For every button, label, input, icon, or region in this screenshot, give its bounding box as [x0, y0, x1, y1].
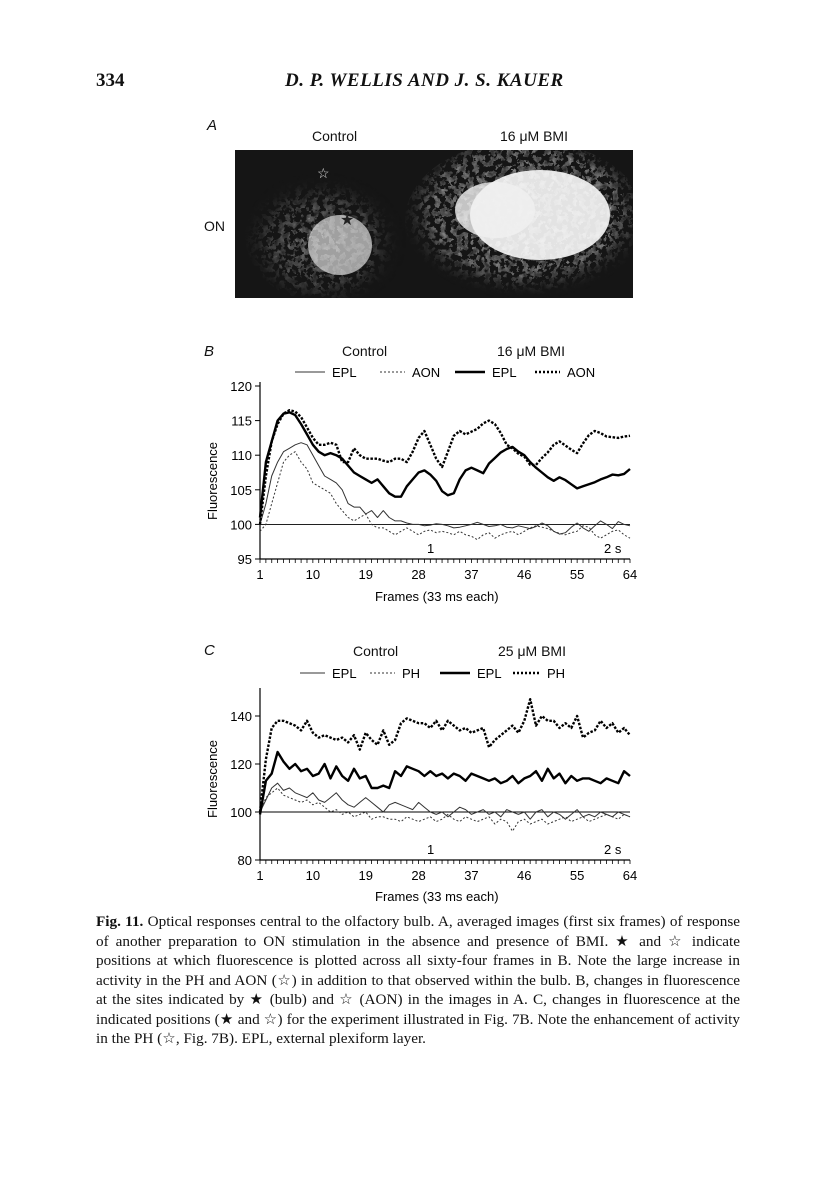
panel-b-x-tick-label: 10	[305, 567, 321, 582]
panel-b-legend-control-aon: AON	[412, 365, 441, 380]
page-number: 334	[96, 70, 125, 91]
panel-b-x-tick-label: 46	[517, 567, 532, 582]
panel-b-x-tick-label: 37	[464, 567, 479, 582]
panel-b-ylabel: Fluorescence	[205, 441, 220, 520]
panel-c-y-tick-label: 80	[237, 853, 252, 868]
panel-b-xlabel: Frames (33 ms each)	[375, 589, 499, 604]
panel-c-xlabel: Frames (33 ms each)	[375, 889, 499, 904]
panel-c-legend-bmi-epl: EPL	[477, 666, 502, 681]
panel-b-x-tick-label: 1	[256, 567, 264, 582]
panel-c-series-3	[260, 699, 630, 812]
panel-c-x-tick-label: 37	[464, 868, 479, 883]
panel-a-label: A	[207, 117, 218, 134]
panel-b-series-0	[260, 443, 630, 534]
panel-c-y-tick-label: 140	[230, 709, 252, 724]
caption-text: Optical responses central to the olfactory bulb. A, averaged images (first six frames) of response of another preparation to ON stimulation in the absence and presence of BMI. ★ and ☆ indicate positions at which fluorescence is plotted across all sixty-four frames in B. Note the large increase in activity in the PH and AON (☆) in addition to that observed within the bulb. B, changes in fluorescence at the sites indicated by ★ (bulb) and ☆ (AON) in the images in A. C, changes in fluorescence at the indicated positions (★ and ☆) for the experiment illustrated in Fig. 7B. Note the enhancement of activity in the PH (☆, Fig. 7B). EPL, external plexiform layer.	[96, 913, 740, 1047]
panel-c-label: C	[204, 642, 215, 659]
panel-b-label: B	[204, 343, 215, 360]
panel-b-y-tick-label: 115	[231, 413, 252, 429]
panel-b-series-1	[260, 452, 630, 540]
panel-c-ylabel: Fluorescence	[205, 739, 220, 818]
panel-b-x-tick-label: 19	[358, 567, 373, 582]
panel-c-chart	[200, 660, 660, 910]
panel-c-legend-control-ph: PH	[402, 666, 421, 681]
panel-b-legend-bmi-aon: AON	[567, 365, 596, 380]
panel-b-legend-control-epl: EPL	[332, 365, 357, 380]
panel-c-series-0	[260, 783, 630, 819]
panel-b-x-tick-label: 64	[622, 567, 638, 582]
panel-b-series-2	[260, 412, 630, 517]
panel-c-series-2	[260, 752, 630, 814]
panel-a-control-heading: Control	[312, 128, 358, 144]
fluorescence-image	[235, 150, 633, 298]
panel-c-x-tick-label: 10	[305, 868, 321, 883]
fluorescence-image-panel	[235, 150, 633, 298]
panel-b-time-mark: 2 s	[604, 541, 622, 556]
panel-b-chart	[200, 360, 660, 610]
panel-c-stim-mark: 1	[427, 842, 435, 857]
panel-c-bmi-heading: 25 μM BMI	[498, 643, 566, 659]
page-header	[0, 70, 816, 100]
panel-c-x-tick-label: 55	[569, 868, 585, 883]
panel-b-control-heading: Control	[342, 343, 388, 359]
panel-c-x-tick-label: 46	[517, 868, 532, 883]
panel-c-y-tick-label: 120	[230, 757, 252, 772]
running-title: D. P. WELLIS AND J. S. KAUER	[285, 70, 564, 91]
bulb-star-marker: ★	[340, 212, 355, 229]
panel-c-x-tick-label: 64	[622, 868, 638, 883]
panel-b-series-3	[260, 410, 630, 524]
panel-b-stim-mark: 1	[427, 541, 435, 556]
panel-c-x-tick-label: 19	[358, 868, 373, 883]
panel-a-row-label: ON	[204, 218, 225, 234]
aon-star-marker: ☆	[317, 165, 330, 181]
panel-c-time-mark: 2 s	[604, 842, 622, 857]
panel-b-x-tick-label: 28	[411, 567, 426, 582]
panel-b-y-tick-label: 95	[237, 552, 252, 567]
panel-b-y-tick-label: 120	[230, 379, 252, 394]
panel-c-x-tick-label: 1	[256, 868, 264, 883]
panel-b-y-tick-label: 110	[231, 448, 252, 464]
panel-c-legend-control-epl: EPL	[332, 666, 357, 681]
panel-c-legend-bmi-ph: PH	[547, 666, 566, 681]
panel-c-series-1	[260, 788, 630, 831]
figure-caption	[96, 912, 740, 1049]
panel-a-bmi-heading: 16 μM BMI	[500, 128, 568, 144]
panel-c-y-tick-label: 100	[230, 805, 252, 820]
panel-b-y-tick-label: 105	[230, 482, 252, 498]
panel-b-x-tick-label: 55	[569, 567, 585, 582]
panel-b-legend-bmi-epl: EPL	[492, 365, 517, 380]
caption-lead: Fig. 11.	[96, 913, 144, 930]
panel-b-legend	[295, 365, 595, 380]
panel-b-bmi-heading: 16 μM BMI	[497, 343, 565, 359]
panel-b-y-tick-label: 100	[230, 517, 252, 533]
panel-c-control-heading: Control	[353, 643, 399, 659]
panel-c-legend	[300, 666, 565, 681]
panel-c-x-tick-label: 28	[411, 868, 426, 883]
